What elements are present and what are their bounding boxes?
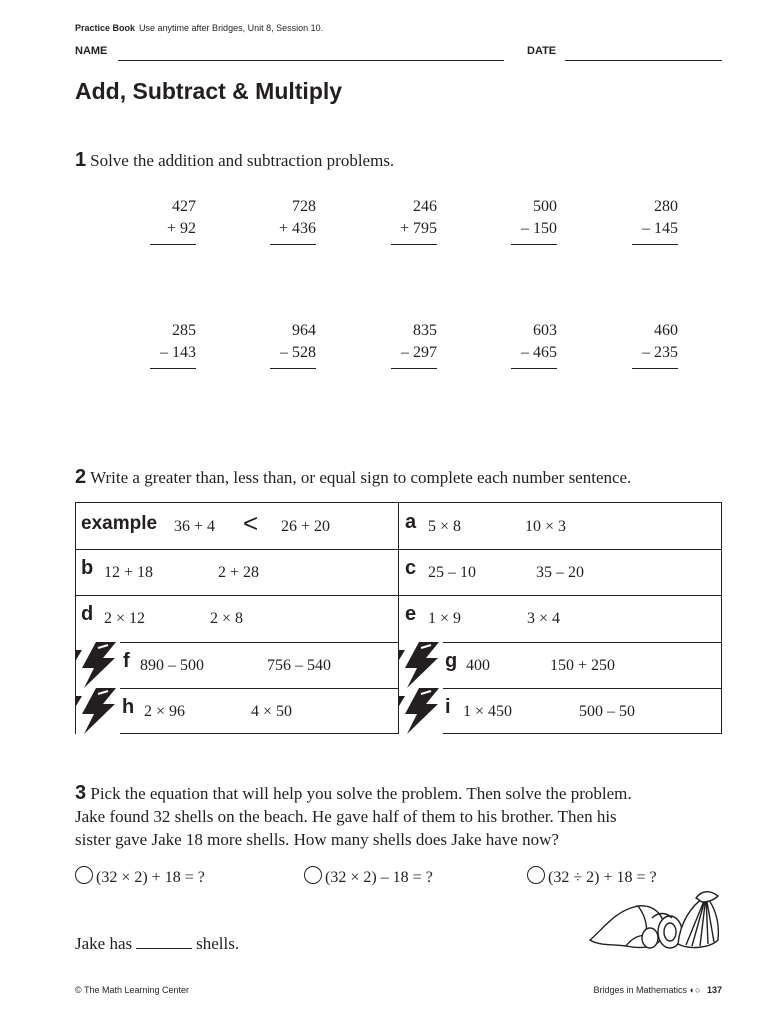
comparison-item-b — [76, 549, 399, 595]
challenge-bolt-icon — [76, 642, 120, 688]
question-2-heading — [75, 466, 631, 489]
problem-bottom: – 297 — [401, 344, 437, 361]
series-name: Bridges in Mathematics — [593, 985, 688, 995]
item-letter: h — [122, 696, 135, 718]
problem-top: 500 — [533, 198, 557, 215]
answer-bar — [632, 368, 678, 369]
problem-bottom: – 528 — [280, 344, 316, 361]
left-expression: 890 – 500 — [140, 657, 204, 674]
comparison-item-f — [76, 642, 399, 688]
radio-circle-icon[interactable] — [527, 866, 545, 884]
example-label: example — [81, 513, 158, 534]
question-prompt: Write a greater than, less than, or equal sign to complete each number sentence. — [90, 468, 632, 487]
left-expression: 1 × 9 — [428, 610, 462, 627]
left-expression: 5 × 8 — [428, 518, 462, 535]
question-1-heading — [75, 149, 394, 172]
problem-2 — [268, 196, 316, 245]
right-expression: 26 + 20 — [281, 518, 331, 535]
problem-top: 460 — [654, 322, 678, 339]
item-letter: c — [405, 557, 417, 579]
comparison-item-i — [399, 688, 722, 734]
problem-top: 835 — [413, 322, 437, 339]
right-expression: 3 × 4 — [527, 610, 561, 627]
problem-8 — [389, 320, 437, 369]
usage-note: Use anytime after Bridges, Unit 8, Session 10. — [139, 23, 324, 33]
problem-top: 280 — [654, 198, 678, 215]
date-field[interactable] — [565, 60, 722, 61]
answer-bar — [150, 368, 196, 369]
choice-option-3[interactable] — [527, 866, 657, 887]
right-expression: 2 × 8 — [210, 610, 244, 627]
problem-4 — [509, 196, 557, 245]
answer-bar — [511, 244, 557, 245]
problem-bottom: + 795 — [399, 220, 437, 237]
problem-top: 964 — [292, 322, 316, 339]
answer-bar — [150, 244, 196, 245]
problem-top: 728 — [292, 198, 316, 215]
problem-bottom: + 436 — [278, 220, 316, 237]
radio-circle-icon[interactable] — [75, 866, 93, 884]
comparison-item-d — [76, 595, 399, 641]
name-field[interactable] — [118, 60, 504, 61]
left-expression: 25 – 10 — [428, 564, 476, 581]
problem-bottom: – 145 — [642, 220, 678, 237]
answer-bar — [511, 368, 557, 369]
choice-label: (32 ÷ 2) + 18 = ? — [548, 869, 657, 886]
left-expression: 400 — [466, 657, 490, 674]
seashells-illustration — [586, 888, 726, 958]
item-letter: a — [405, 511, 417, 533]
book-label: Practice Book — [75, 23, 136, 33]
problem-bottom: + 92 — [166, 220, 196, 237]
right-expression: 150 + 250 — [550, 657, 616, 674]
footer-series — [594, 985, 722, 995]
item-letter: b — [81, 557, 94, 579]
left-expression: 12 + 18 — [104, 564, 154, 581]
problem-3 — [389, 196, 437, 245]
problem-9 — [509, 320, 557, 369]
question-prompt: Pick the equation that will help you solve the problem. Then solve the problem. — [90, 784, 632, 803]
right-expression: 500 – 50 — [579, 703, 635, 720]
question-number: 1 — [75, 149, 87, 171]
answer-blank[interactable] — [136, 934, 192, 949]
challenge-bolt-icon — [76, 688, 120, 734]
question-3-text — [75, 782, 735, 851]
comparison-sign: < — [243, 508, 259, 538]
page-title: Add, Subtract & Multiply — [75, 78, 343, 104]
right-expression: 756 – 540 — [267, 657, 331, 674]
problem-top: 285 — [172, 322, 196, 339]
comparison-item-h — [76, 688, 399, 734]
problem-bottom: – 143 — [160, 344, 196, 361]
comparison-item-g — [399, 642, 722, 688]
problem-7 — [268, 320, 316, 369]
problem-10 — [630, 320, 678, 369]
practice-book-header — [75, 23, 323, 33]
problem-top: 246 — [413, 198, 437, 215]
name-label: NAME — [75, 45, 108, 57]
comparison-item-c — [399, 549, 722, 595]
problem-bottom: – 150 — [521, 220, 557, 237]
word-problem-line: Jake found 32 shells on the beach. He gave half of them to his brother. Then his — [75, 807, 617, 826]
right-expression: 2 + 28 — [218, 564, 260, 581]
problem-top: 603 — [533, 322, 557, 339]
choice-option-1[interactable] — [75, 866, 205, 887]
right-expression: 10 × 3 — [525, 518, 567, 535]
challenge-bolt-icon — [399, 642, 443, 688]
comparison-item-e — [399, 595, 722, 641]
word-problem-line: sister gave Jake 18 more shells. How many shells does Jake have now? — [75, 830, 559, 849]
item-letter: e — [405, 603, 417, 625]
item-letter: i — [445, 696, 451, 718]
right-expression: 4 × 50 — [251, 703, 293, 720]
question-number: 3 — [75, 782, 87, 804]
choice-label: (32 × 2) – 18 = ? — [325, 869, 433, 886]
left-expression: 1 × 450 — [463, 703, 513, 720]
question-prompt: Solve the addition and subtraction problems. — [90, 151, 395, 170]
left-expression: 2 × 12 — [104, 610, 146, 627]
challenge-bolt-icon — [399, 688, 443, 734]
problem-bottom: – 465 — [521, 344, 557, 361]
answer-bar — [270, 368, 316, 369]
answer-prefix: Jake has — [75, 934, 133, 953]
page-number: 137 — [706, 985, 722, 995]
choice-option-2[interactable] — [304, 866, 433, 887]
grade-marks-icon: ◐○ — [689, 985, 701, 995]
date-label: DATE — [527, 45, 557, 57]
example-cell — [76, 503, 399, 549]
answer-bar — [391, 244, 437, 245]
item-letter: g — [445, 650, 458, 672]
answer-bar — [391, 368, 437, 369]
problem-5 — [630, 196, 678, 245]
answer-suffix: shells. — [196, 934, 240, 953]
left-expression: 36 + 4 — [174, 518, 216, 535]
problem-1 — [148, 196, 196, 245]
item-letter: d — [81, 603, 94, 625]
problem-6 — [148, 320, 196, 369]
comparison-item-a — [399, 503, 722, 549]
choice-label: (32 × 2) + 18 = ? — [96, 869, 205, 886]
answer-bar — [632, 244, 678, 245]
left-expression: 2 × 96 — [144, 703, 186, 720]
right-expression: 35 – 20 — [536, 564, 584, 581]
question-number: 2 — [75, 466, 87, 488]
problem-top: 427 — [172, 198, 196, 215]
item-letter: f — [123, 650, 130, 672]
footer-copyright: © The Math Learning Center — [75, 985, 190, 995]
problem-bottom: – 235 — [642, 344, 678, 361]
answer-sentence — [75, 934, 239, 954]
comparison-table — [75, 502, 722, 734]
radio-circle-icon[interactable] — [304, 866, 322, 884]
answer-bar — [270, 244, 316, 245]
